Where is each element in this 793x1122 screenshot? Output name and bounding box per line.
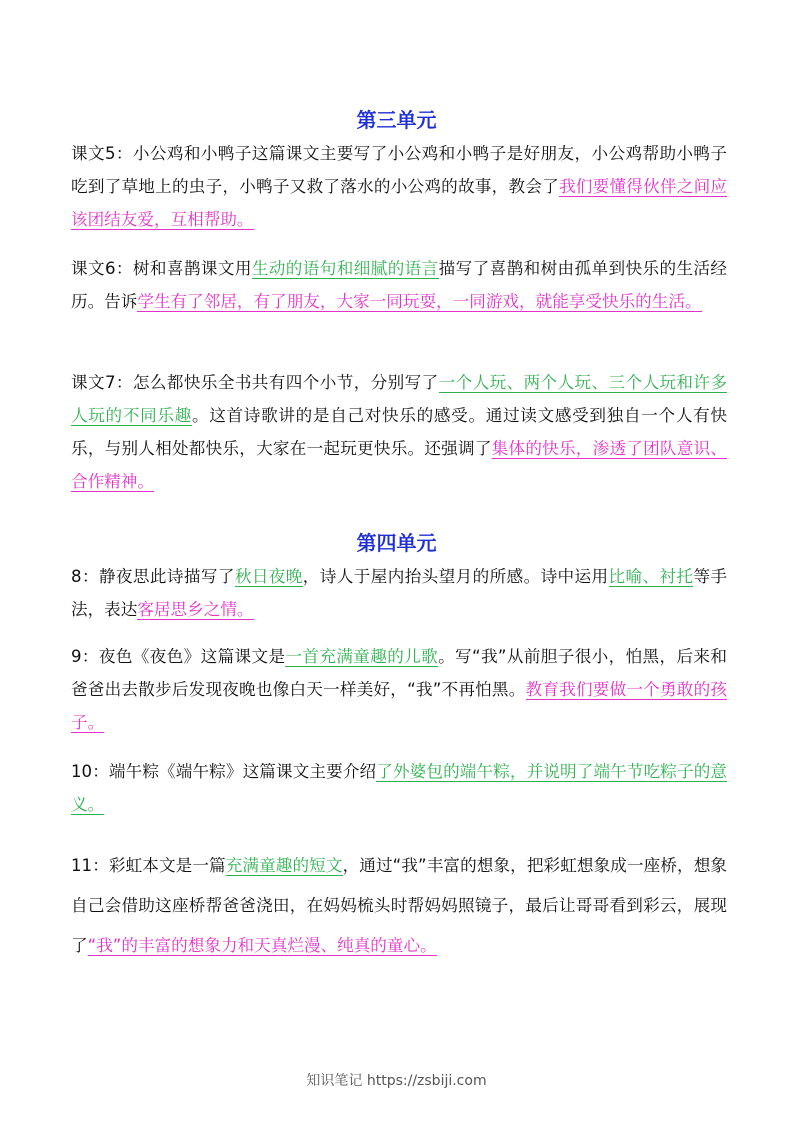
- paragraph-text: 11：彩虹本文是一篇: [71, 856, 226, 875]
- pink-highlight: “我”的丰富的想象力和天真烂漫、纯真的童心。: [87, 936, 437, 955]
- pink-highlight: 客居思乡之情。: [137, 600, 254, 619]
- paragraph-text: 9：夜色《夜色》这篇课文是: [71, 647, 286, 666]
- green-highlight: 秋日夜晚: [234, 567, 303, 586]
- paragraph-lesson-11: [71, 846, 727, 966]
- paragraph-lesson-6: [71, 252, 727, 318]
- green-highlight: 一首充满童趣的儿歌: [285, 647, 439, 666]
- paragraph-text: 课文5：小公鸡和小鸭子这篇课文主要写了小公鸡和小鸭子是好朋友，小公鸡帮助小鸭子吃到了草地上的虫子，小鸭子又救了落水的小公鸡的故事，教会了: [71, 144, 727, 196]
- footer-watermark: 知识笔记 https://zsbiji.com: [306, 1073, 487, 1089]
- green-highlight: 生动的语句和细腻的语言: [251, 259, 439, 278]
- paragraph-text: 课文6：树和喜鹊课文用: [71, 259, 252, 278]
- paragraph-lesson-10: [71, 755, 727, 821]
- green-highlight: 一个人玩、两个人玩、三个人玩和许多人玩的不同乐趣: [71, 373, 727, 425]
- paragraph-text: ，通过“我”丰富的想象，把彩虹想象成一座桥，想象自己会借助这座桥帮爸爸浇田，在妈妈梳头时帮妈妈照镜子，最后让哥哥看到彩云，展现了: [71, 856, 728, 955]
- paragraph-lesson-5: [71, 137, 727, 236]
- green-highlight: 比喻、衬托: [608, 567, 694, 586]
- paragraph-text: 等手法，表达: [71, 567, 728, 619]
- paragraph-lesson-8: [71, 560, 727, 626]
- paragraph-lesson-9: [71, 640, 727, 739]
- paragraph-text: ，诗人于屋内抬头望月的所感。诗中运用: [302, 567, 609, 586]
- pink-highlight: 教育我们要做一个勇敢的孩子。: [71, 680, 727, 732]
- paragraph-text: 。写“我”从前胆子很小，怕黑，后来和爸爸出去散步后发现夜晚也像白天一样美好，“我”不再怕黑。: [71, 647, 727, 699]
- pink-highlight: 集体的快乐，渗透了团队意识、合作精神。: [71, 439, 728, 491]
- pink-highlight: 我们要懂得伙伴之间应该团结友爱，互相帮助。: [71, 177, 728, 229]
- green-highlight: 了外婆包的端午粽，并说明了端午节吃粽子的意义。: [71, 762, 728, 814]
- paragraph-lesson-7: [71, 366, 727, 498]
- pink-highlight: 学生有了邻居，有了朋友，大家一同玩耍，一同游戏，就能享受快乐的生活。: [137, 292, 702, 311]
- green-highlight: 充满童趣的短文: [225, 856, 343, 875]
- unit3-heading: 第三单元: [356, 108, 437, 132]
- unit4-heading: 第四单元: [356, 531, 437, 555]
- paragraph-text: 8：静夜思此诗描写了: [71, 567, 235, 586]
- paragraph-text: 课文7：怎么都快乐全书共有四个小节，分别写了: [71, 373, 439, 392]
- paragraph-text: 描写了喜鹊和树由孤单到快乐的生活经历。告诉: [71, 259, 728, 311]
- paragraph-text: 10：端午粽《端午粽》这篇课文主要介绍: [71, 762, 377, 781]
- paragraph-text: 。这首诗歌讲的是自己对快乐的感受。通过读文感受到独自一个人有快乐，与别人相处都快乐，大家在一起玩更快乐。还强调了: [71, 406, 727, 458]
